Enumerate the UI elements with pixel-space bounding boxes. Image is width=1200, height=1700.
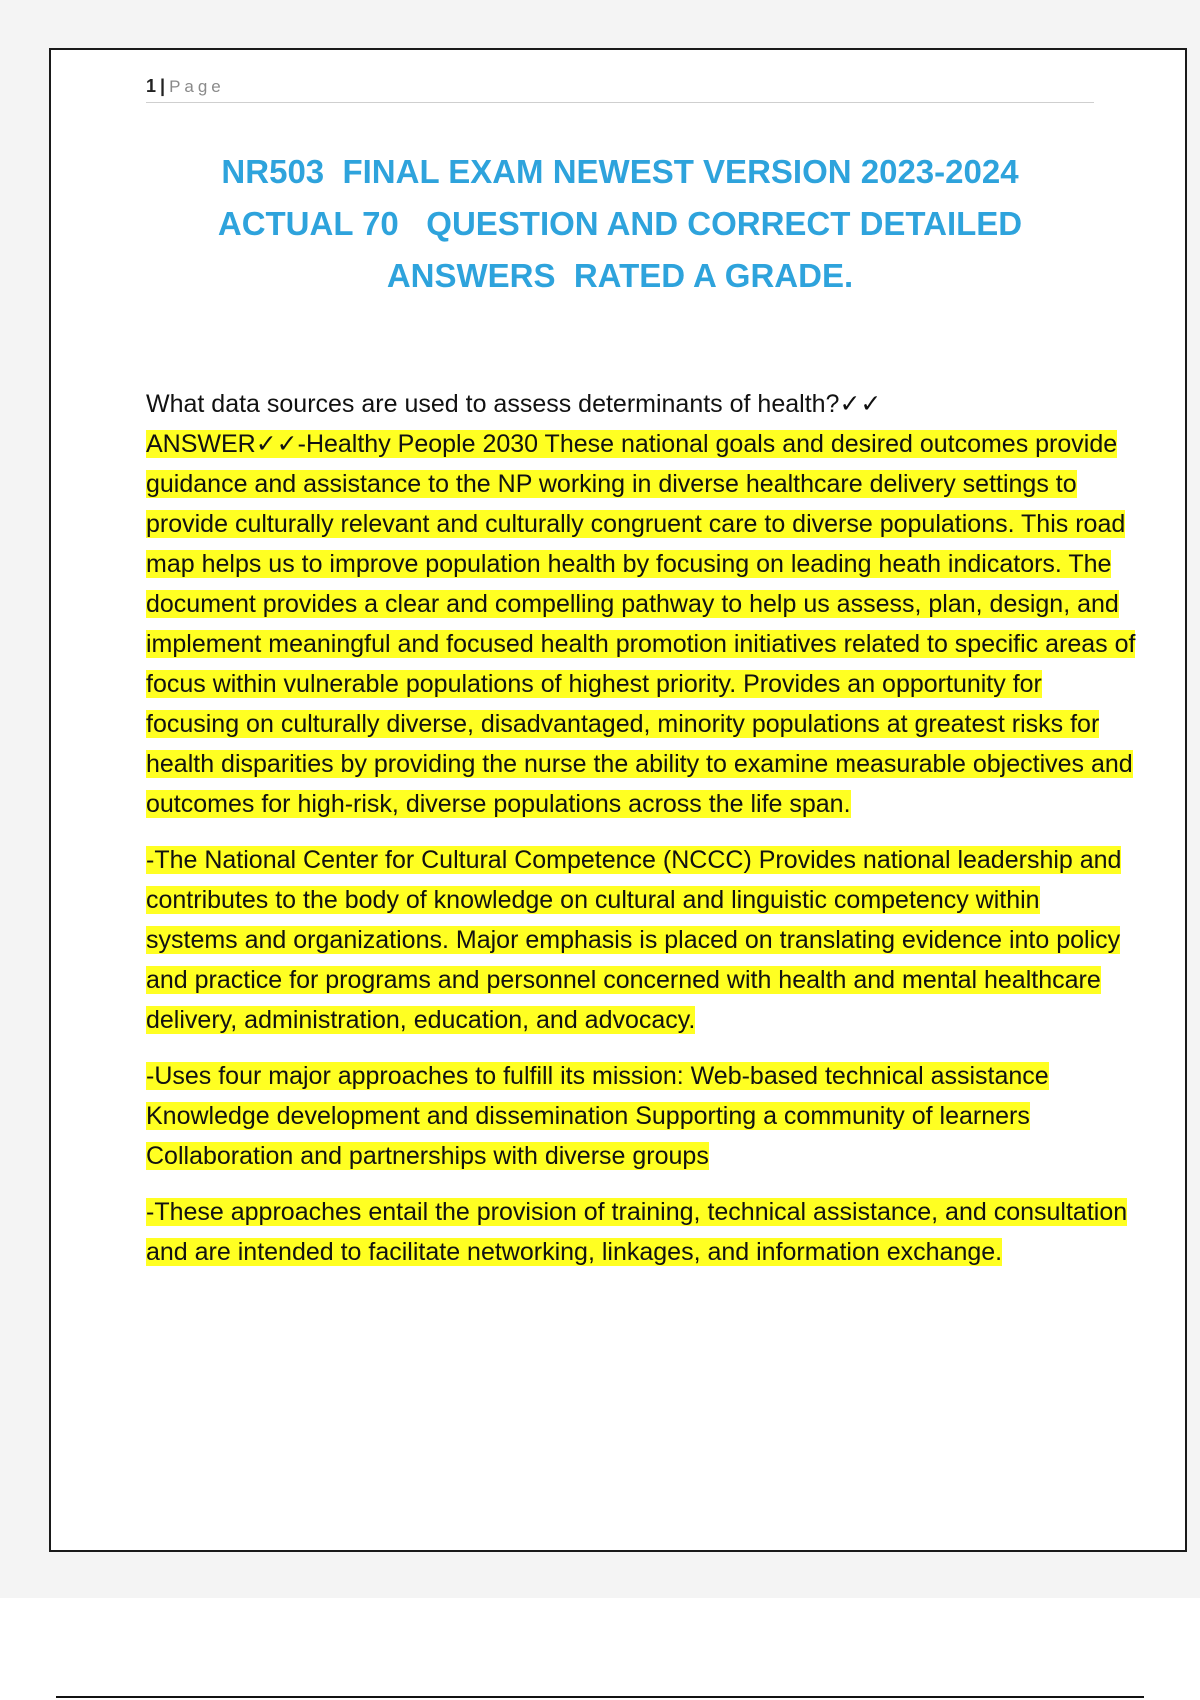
page-number: 1 [146,76,157,96]
document-body [146,384,1136,1288]
question-text: What data sources are used to assess determinants of health?✓✓ [146,390,882,418]
highlighted-text: -Uses four major approaches to fulfill its mission: Web-based technical assistance Knowledge development and dissemination Supporting a community of learners Collaboration and partnerships with diverse groups [146,1062,1049,1170]
page-separator: | [160,76,166,96]
training-paragraph [146,1192,1136,1272]
highlighted-text: -These approaches entail the provision of training, technical assistance, and consultation and are intended to facilitate networking, linkages, and information exchange. [146,1198,1128,1266]
document-page [49,48,1187,1552]
document-title: NR503 FINAL EXAM NEWEST VERSION 2023-2024 ACTUAL 70 QUESTION AND CORRECT DETAILED ANSWERS RATED A GRADE. [217,153,1023,294]
highlighted-text: -The National Center for Cultural Competence (NCCC) Provides national leadership and contributes to the body of knowledge on cultural and linguistic competency within systems and organizations. Major emphasis is placed on translating evidence into policy and practice for programs and personnel concerned with health and mental healthcare delivery, administration, education, and advocacy. [146,846,1122,1034]
answer-paragraph [146,424,1136,824]
highlighted-text: ANSWER✓✓-Healthy People 2030 These national goals and desired outcomes provide guidance and assistance to the NP working in diverse healthcare delivery settings to provide culturally relevant and culturally congruent care to diverse populations. This road map helps us to improve population health by focusing on leading heath indicators. The document provides a clear and compelling pathway to help us assess, plan, design, and implement meaningful and focused health promotion initiatives related to specific areas of focus within vulnerable populations of highest priority. Provides an opportunity for focusing on culturally diverse, disadvantaged, minority populations at greatest risks for health disparities by providing the nurse the ability to examine measurable objectives and outcomes for high-risk, diverse populations across the life span. [146,430,1136,818]
next-page-top-rule [56,1696,1144,1698]
nccc-paragraph [146,840,1136,1040]
approaches-paragraph [146,1056,1136,1176]
page-label: Page [169,77,225,96]
page-header [146,76,1094,103]
